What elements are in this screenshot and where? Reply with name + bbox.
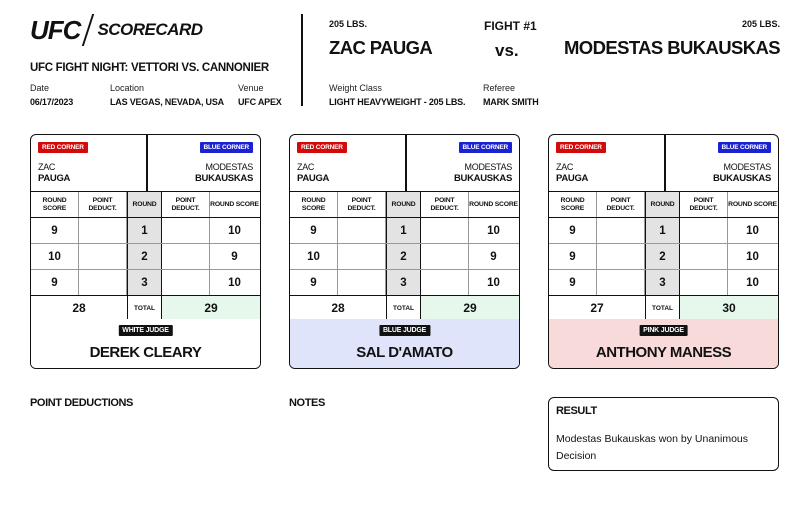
round-number: 1 xyxy=(386,218,421,243)
total-label: TOTAL xyxy=(645,296,680,320)
round-row xyxy=(290,218,519,244)
red-corner-fighter xyxy=(38,161,70,185)
blue-point-deduction xyxy=(162,218,210,243)
corner-header xyxy=(549,135,778,192)
blue-round-score: 10 xyxy=(746,276,759,289)
referee-meta xyxy=(483,83,539,107)
header-round: ROUND xyxy=(645,192,680,217)
red-round-score: 9 xyxy=(31,218,79,243)
round-row xyxy=(31,218,260,244)
blue-round-score: 10 xyxy=(487,224,500,237)
red-round-score: 9 xyxy=(549,218,597,243)
result-box xyxy=(548,397,779,471)
totals-row xyxy=(290,296,519,321)
red-last-name: PAUGA xyxy=(38,173,71,184)
judge-tag: WHITE JUDGE xyxy=(118,325,172,336)
header-round-score: ROUND SCORE xyxy=(469,200,518,208)
red-corner-tag: RED CORNER xyxy=(556,142,606,153)
header-point-deduct: POINT DEDUCT. xyxy=(597,192,645,217)
referee-value: MARK SMITH xyxy=(483,97,539,107)
round-number: 3 xyxy=(386,270,421,295)
judge-area xyxy=(290,319,519,369)
red-point-deduction xyxy=(338,244,386,269)
blue-point-deduction xyxy=(162,270,210,295)
corner-divider xyxy=(146,135,148,192)
header-round-score: ROUND SCORE xyxy=(290,192,338,217)
blue-point-deduction xyxy=(680,218,728,243)
round-number: 1 xyxy=(127,218,162,243)
judge-name: SAL D'AMATO xyxy=(356,344,453,361)
red-round-score: 9 xyxy=(290,218,338,243)
corner-header xyxy=(290,135,519,192)
date-value: 06/17/2023 xyxy=(30,97,74,107)
red-weight: 205 LBS. xyxy=(329,19,368,29)
red-corner-fighter xyxy=(297,161,329,185)
red-round-score: 9 xyxy=(31,270,79,295)
red-first-name: ZAC xyxy=(297,162,315,172)
red-point-deduction xyxy=(79,270,127,295)
blue-total: 30 xyxy=(680,296,778,320)
score-table xyxy=(549,192,778,321)
blue-total: 29 xyxy=(162,296,260,320)
header-point-deduct: POINT DEDUCT. xyxy=(79,192,127,217)
judge-scorecard xyxy=(289,134,520,369)
blue-point-deduction xyxy=(680,270,728,295)
blue-point-deduction xyxy=(680,244,728,269)
referee-label: Referee xyxy=(483,83,516,93)
blue-corner-fighter xyxy=(713,161,771,185)
judge-tag: PINK JUDGE xyxy=(639,325,688,336)
red-round-score: 9 xyxy=(549,270,597,295)
score-table-header xyxy=(290,192,519,218)
red-round-score: 9 xyxy=(549,244,597,269)
blue-last-name: BUKAUSKAS xyxy=(454,173,512,184)
date-meta xyxy=(30,83,73,107)
logo-scorecard-text: SCORECARD xyxy=(97,20,203,39)
corner-header xyxy=(31,135,260,192)
blue-round-score: 9 xyxy=(490,250,497,263)
blue-first-name: MODESTAS xyxy=(723,162,771,172)
blue-first-name: MODESTAS xyxy=(205,162,253,172)
red-first-name: ZAC xyxy=(556,162,574,172)
location-value: LAS VEGAS, NEVADA, USA xyxy=(110,97,224,107)
fight-number: FIGHT #1 xyxy=(484,19,537,33)
red-point-deduction xyxy=(79,218,127,243)
weight-class-meta xyxy=(329,83,465,107)
venue-value: UFC APEX xyxy=(238,97,282,107)
round-row xyxy=(31,270,260,296)
red-point-deduction xyxy=(338,270,386,295)
red-point-deduction xyxy=(597,218,645,243)
result-title: RESULT xyxy=(556,405,597,417)
blue-corner-fighter xyxy=(195,161,253,185)
blue-corner-tag: BLUE CORNER xyxy=(200,142,253,153)
red-fighter-name: ZAC PAUGA xyxy=(329,37,433,58)
red-total: 28 xyxy=(331,301,345,315)
red-last-name: PAUGA xyxy=(556,173,589,184)
location-label: Location xyxy=(110,83,145,93)
judge-name: ANTHONY MANESS xyxy=(595,344,732,361)
red-round-score: 10 xyxy=(290,244,338,269)
blue-round-score: 10 xyxy=(228,224,241,237)
round-row xyxy=(290,270,519,296)
ufc-logo xyxy=(30,14,203,46)
round-number: 2 xyxy=(386,244,421,269)
round-row xyxy=(290,244,519,270)
header-point-deduct: POINT DEDUCT. xyxy=(162,192,210,217)
red-first-name: ZAC xyxy=(38,162,56,172)
blue-corner-tag: BLUE CORNER xyxy=(718,142,771,153)
logo-divider xyxy=(82,14,94,46)
round-row xyxy=(549,218,778,244)
round-number: 2 xyxy=(127,244,162,269)
blue-round-score: 10 xyxy=(487,276,500,289)
red-point-deduction xyxy=(79,244,127,269)
venue-meta xyxy=(238,83,282,107)
judge-scorecard xyxy=(548,134,779,369)
red-last-name: PAUGA xyxy=(297,173,330,184)
versus-label: vs. xyxy=(495,41,519,60)
blue-last-name: BUKAUSKAS xyxy=(195,173,253,184)
round-number: 3 xyxy=(645,270,680,295)
total-label: TOTAL xyxy=(127,296,162,320)
red-total: 27 xyxy=(590,301,604,315)
blue-corner-tag: BLUE CORNER xyxy=(459,142,512,153)
result-text: Modestas Bukauskas won by Unanimous Decision xyxy=(556,433,749,462)
judge-name: DEREK CLEARY xyxy=(89,344,202,361)
red-corner-fighter xyxy=(556,161,588,185)
totals-row xyxy=(31,296,260,321)
red-round-score: 10 xyxy=(31,244,79,269)
blue-point-deduction xyxy=(162,244,210,269)
blue-round-score: 9 xyxy=(231,250,238,263)
round-row xyxy=(549,244,778,270)
blue-point-deduction xyxy=(421,218,469,243)
header-round: ROUND xyxy=(127,192,162,217)
blue-round-score: 10 xyxy=(228,276,241,289)
blue-corner-fighter xyxy=(454,161,512,185)
logo-ufc-text: UFC xyxy=(30,14,81,45)
red-round-score: 9 xyxy=(290,270,338,295)
round-number: 2 xyxy=(645,244,680,269)
round-row xyxy=(549,270,778,296)
venue-label: Venue xyxy=(238,83,264,93)
header-round-score: ROUND SCORE xyxy=(31,192,79,217)
round-number: 3 xyxy=(127,270,162,295)
judge-scorecard xyxy=(30,134,261,369)
header-round-score: ROUND SCORE xyxy=(210,200,259,208)
blue-round-score: 10 xyxy=(746,250,759,263)
red-point-deduction xyxy=(597,270,645,295)
header-point-deduct: POINT DEDUCT. xyxy=(421,192,469,217)
round-number: 1 xyxy=(645,218,680,243)
blue-round-score: 10 xyxy=(746,224,759,237)
total-label: TOTAL xyxy=(386,296,421,320)
red-point-deduction xyxy=(338,218,386,243)
corner-divider xyxy=(664,135,666,192)
red-corner-tag: RED CORNER xyxy=(38,142,88,153)
blue-total: 29 xyxy=(421,296,519,320)
judge-tag: BLUE JUDGE xyxy=(379,325,430,336)
location-meta xyxy=(110,83,224,107)
blue-last-name: BUKAUSKAS xyxy=(713,173,771,184)
header-point-deduct: POINT DEDUCT. xyxy=(338,192,386,217)
blue-weight: 205 LBS. xyxy=(741,19,780,29)
score-table-header xyxy=(549,192,778,218)
blue-first-name: MODESTAS xyxy=(464,162,512,172)
header-divider xyxy=(301,14,303,106)
judge-area xyxy=(549,319,778,369)
totals-row xyxy=(549,296,778,321)
header-round-score: ROUND SCORE xyxy=(728,200,777,208)
corner-divider xyxy=(405,135,407,192)
weight-class-label: Weight Class xyxy=(329,83,382,93)
date-label: Date xyxy=(30,83,50,93)
round-row xyxy=(31,244,260,270)
score-table-header xyxy=(31,192,260,218)
header-round-score: ROUND SCORE xyxy=(549,192,597,217)
blue-point-deduction xyxy=(421,244,469,269)
red-point-deduction xyxy=(597,244,645,269)
blue-fighter-name: MODESTAS BUKAUSKAS xyxy=(563,37,780,58)
red-corner-tag: RED CORNER xyxy=(297,142,347,153)
header-point-deduct: POINT DEDUCT. xyxy=(680,192,728,217)
judge-area xyxy=(31,319,260,369)
red-total: 28 xyxy=(72,301,86,315)
point-deductions-title: POINT DEDUCTIONS xyxy=(30,397,133,409)
score-table xyxy=(290,192,519,321)
blue-point-deduction xyxy=(421,270,469,295)
weight-class-value: LIGHT HEAVYWEIGHT - 205 LBS. xyxy=(329,97,466,107)
header-round: ROUND xyxy=(386,192,421,217)
notes-title: NOTES xyxy=(289,397,325,409)
score-table xyxy=(31,192,260,321)
event-title: UFC FIGHT NIGHT: VETTORI VS. CANNONIER xyxy=(30,62,269,74)
